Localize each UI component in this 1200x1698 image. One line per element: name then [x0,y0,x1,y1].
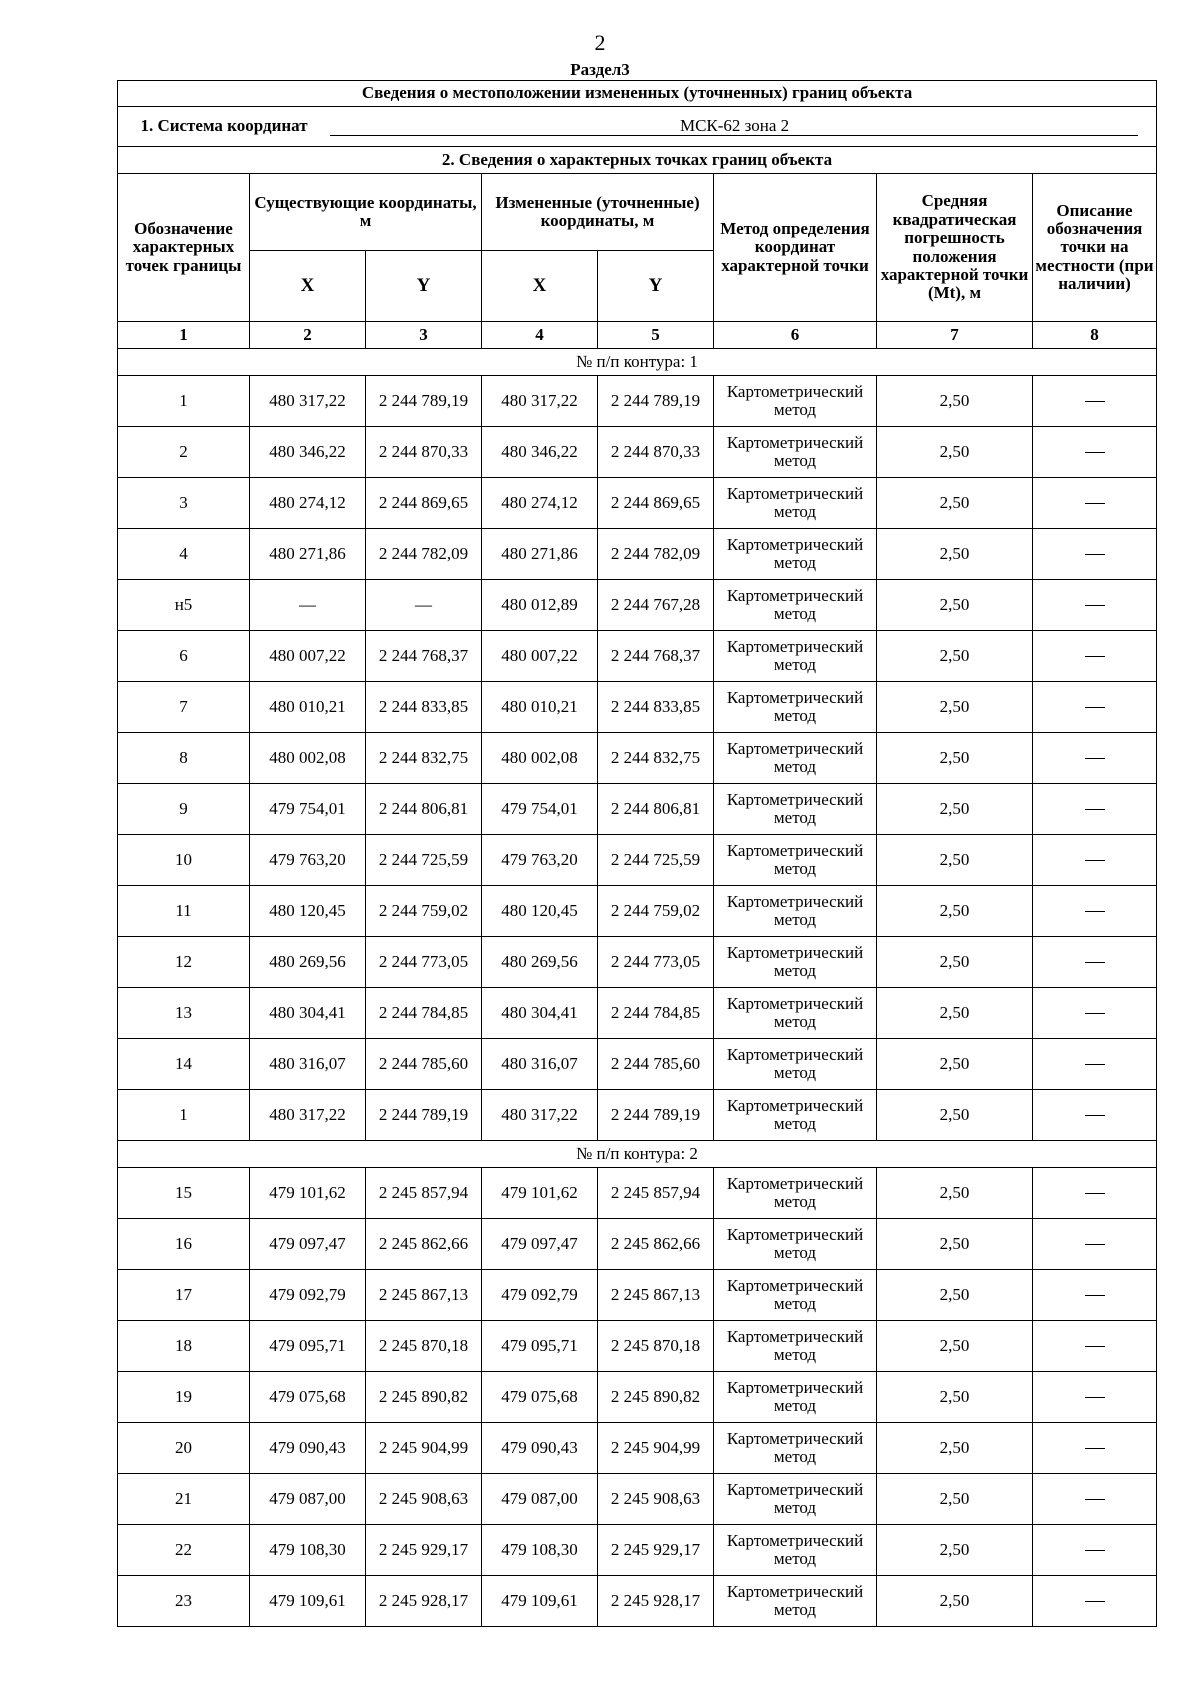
method: Картометрический метод [714,478,877,529]
existing-x: 480 002,08 [250,733,366,784]
existing-x: 479 754,01 [250,784,366,835]
changed-y: 2 245 867,13 [598,1270,714,1321]
changed-y: 2 245 857,94 [598,1168,714,1219]
changed-y: 2 244 773,05 [598,937,714,988]
point-designation: 20 [118,1423,250,1474]
method: Картометрический метод [714,988,877,1039]
column-number: 7 [877,322,1033,349]
method: Картометрический метод [714,1219,877,1270]
column-number-row [118,322,1157,349]
method: Картометрический метод [714,376,877,427]
method: Картометрический метод [714,1576,877,1627]
point-designation: 22 [118,1525,250,1576]
table-row [118,376,1157,427]
point-designation: н5 [118,580,250,631]
method: Картометрический метод [714,733,877,784]
header-existing-y: Y [366,251,482,322]
changed-y: 2 245 904,99 [598,1423,714,1474]
existing-x: 480 269,56 [250,937,366,988]
description [1033,1525,1157,1576]
header-method: Метод определения координат характерной точки [714,174,877,322]
coordinate-system-value: МСК-62 зона 2 [330,117,1138,136]
header-designation: Обозначение характерных точек границы [118,174,250,322]
changed-y: 2 244 725,59 [598,835,714,886]
mean-square-error: 2,50 [877,427,1033,478]
header-changed-x: X [482,251,598,322]
point-designation: 13 [118,988,250,1039]
column-number: 1 [118,322,250,349]
description [1033,682,1157,733]
empty-dash [1085,1244,1105,1245]
table-row [118,1423,1157,1474]
mean-square-error: 2,50 [877,1525,1033,1576]
description [1033,1219,1157,1270]
method: Картометрический метод [714,1090,877,1141]
changed-x: 480 317,22 [482,1090,598,1141]
changed-x: 480 010,21 [482,682,598,733]
description [1033,1372,1157,1423]
mean-square-error: 2,50 [877,1219,1033,1270]
boundary-points-table [117,80,1157,1627]
table-row [118,478,1157,529]
header-description: Описание обозначения точки на местности (при наличии) [1033,174,1157,322]
existing-y: 2 244 725,59 [366,835,482,886]
point-designation: 11 [118,886,250,937]
empty-dash [1085,554,1105,555]
table-row [118,1321,1157,1372]
changed-y: 2 245 928,17 [598,1576,714,1627]
existing-y: 2 244 784,85 [366,988,482,1039]
changed-x: 479 095,71 [482,1321,598,1372]
existing-y: 2 244 789,19 [366,1090,482,1141]
table-title: Сведения о местоположении измененных (уточненных) границ объекта [118,81,1157,107]
existing-x: 480 317,22 [250,376,366,427]
empty-dash [1085,656,1105,657]
point-designation: 14 [118,1039,250,1090]
coordinate-system-label: 1. Система координат [140,115,308,135]
changed-y: 2 244 767,28 [598,580,714,631]
existing-x: 480 346,22 [250,427,366,478]
existing-x: 480 007,22 [250,631,366,682]
point-designation: 1 [118,376,250,427]
mean-square-error: 2,50 [877,784,1033,835]
table-row [118,1039,1157,1090]
changed-y: 2 244 759,02 [598,886,714,937]
point-designation: 23 [118,1576,250,1627]
mean-square-error: 2,50 [877,1168,1033,1219]
column-number: 6 [714,322,877,349]
changed-x: 479 075,68 [482,1372,598,1423]
existing-x: — [250,580,366,631]
mean-square-error: 2,50 [877,1423,1033,1474]
existing-x: 479 108,30 [250,1525,366,1576]
existing-x: 479 101,62 [250,1168,366,1219]
point-designation: 4 [118,529,250,580]
existing-x: 480 010,21 [250,682,366,733]
point-designation: 3 [118,478,250,529]
changed-y: 2 244 789,19 [598,1090,714,1141]
mean-square-error: 2,50 [877,733,1033,784]
mean-square-error: 2,50 [877,1474,1033,1525]
header-existing-x: X [250,251,366,322]
changed-y: 2 244 870,33 [598,427,714,478]
table-row [118,631,1157,682]
changed-x: 480 316,07 [482,1039,598,1090]
point-designation: 10 [118,835,250,886]
changed-x: 480 317,22 [482,376,598,427]
existing-y: 2 244 773,05 [366,937,482,988]
method: Картометрический метод [714,886,877,937]
point-designation: 1 [118,1090,250,1141]
empty-dash [1085,1448,1105,1449]
method: Картометрический метод [714,1270,877,1321]
existing-x: 479 097,47 [250,1219,366,1270]
column-number: 2 [250,322,366,349]
empty-dash [1085,1193,1105,1194]
empty-dash [1085,605,1105,606]
table-row [118,733,1157,784]
description [1033,988,1157,1039]
changed-y: 2 245 908,63 [598,1474,714,1525]
description [1033,1423,1157,1474]
changed-x: 480 002,08 [482,733,598,784]
mean-square-error: 2,50 [877,886,1033,937]
page-number: 2 [594,30,606,55]
changed-y: 2 244 833,85 [598,682,714,733]
table-row [118,1090,1157,1141]
description [1033,1321,1157,1372]
method: Картометрический метод [714,835,877,886]
mean-square-error: 2,50 [877,478,1033,529]
method: Картометрический метод [714,1423,877,1474]
changed-x: 479 087,00 [482,1474,598,1525]
empty-dash [1085,1601,1105,1602]
existing-x: 480 271,86 [250,529,366,580]
existing-y: 2 244 785,60 [366,1039,482,1090]
table-row [118,886,1157,937]
description [1033,1474,1157,1525]
table-row [118,1372,1157,1423]
mean-square-error: 2,50 [877,835,1033,886]
mean-square-error: 2,50 [877,682,1033,733]
method: Картометрический метод [714,1474,877,1525]
table-row [118,1168,1157,1219]
description [1033,886,1157,937]
point-designation: 7 [118,682,250,733]
table-row [118,1576,1157,1627]
point-designation: 8 [118,733,250,784]
changed-y: 2 244 768,37 [598,631,714,682]
existing-y: 2 245 908,63 [366,1474,482,1525]
existing-y: 2 245 867,13 [366,1270,482,1321]
changed-x: 479 097,47 [482,1219,598,1270]
point-designation: 18 [118,1321,250,1372]
empty-dash [1085,1550,1105,1551]
mean-square-error: 2,50 [877,631,1033,682]
existing-y: 2 244 782,09 [366,529,482,580]
point-designation: 21 [118,1474,250,1525]
table-row [118,1219,1157,1270]
method: Картометрический метод [714,631,877,682]
mean-square-error: 2,50 [877,1090,1033,1141]
existing-x: 480 316,07 [250,1039,366,1090]
coordinate-system-row [118,107,1157,147]
existing-y: 2 245 857,94 [366,1168,482,1219]
description [1033,1270,1157,1321]
empty-dash [1085,1346,1105,1347]
empty-dash [1085,452,1105,453]
mean-square-error: 2,50 [877,1576,1033,1627]
existing-x: 479 109,61 [250,1576,366,1627]
method: Картометрический метод [714,1321,877,1372]
changed-y: 2 245 929,17 [598,1525,714,1576]
section-title: Раздел3 [570,60,630,79]
mean-square-error: 2,50 [877,376,1033,427]
method: Картометрический метод [714,1168,877,1219]
existing-x: 480 317,22 [250,1090,366,1141]
existing-y: — [366,580,482,631]
point-designation: 6 [118,631,250,682]
changed-x: 480 007,22 [482,631,598,682]
empty-dash [1085,758,1105,759]
existing-x: 479 763,20 [250,835,366,886]
description [1033,1576,1157,1627]
empty-dash [1085,707,1105,708]
method: Картометрический метод [714,529,877,580]
contour-label: № п/п контура: 1 [118,349,1157,376]
changed-x: 480 346,22 [482,427,598,478]
changed-y: 2 244 806,81 [598,784,714,835]
mean-square-error: 2,50 [877,580,1033,631]
mean-square-error: 2,50 [877,937,1033,988]
table-row [118,580,1157,631]
point-designation: 12 [118,937,250,988]
description [1033,1090,1157,1141]
method: Картометрический метод [714,1525,877,1576]
empty-dash [1085,1397,1105,1398]
empty-dash [1085,1013,1105,1014]
description [1033,478,1157,529]
empty-dash [1085,1115,1105,1116]
contour-row [118,1141,1157,1168]
empty-dash [1085,1295,1105,1296]
description [1033,631,1157,682]
empty-dash [1085,1499,1105,1500]
changed-y: 2 244 789,19 [598,376,714,427]
existing-x: 480 120,45 [250,886,366,937]
existing-y: 2 244 768,37 [366,631,482,682]
points-section-title: 2. Сведения о характерных точках границ объекта [118,147,1157,174]
existing-x: 480 304,41 [250,988,366,1039]
table-row [118,1474,1157,1525]
mean-square-error: 2,50 [877,1039,1033,1090]
header-error: Средняя квадратическая погрешность положения характерной точки (Mt), м [877,174,1033,322]
changed-x: 480 304,41 [482,988,598,1039]
table-row [118,529,1157,580]
table-row [118,937,1157,988]
contour-label: № п/п контура: 2 [118,1141,1157,1168]
existing-y: 2 244 869,65 [366,478,482,529]
existing-y: 2 245 928,17 [366,1576,482,1627]
description [1033,937,1157,988]
table-row [118,1525,1157,1576]
method: Картометрический метод [714,427,877,478]
method: Картометрический метод [714,1039,877,1090]
existing-y: 2 245 890,82 [366,1372,482,1423]
existing-y: 2 244 759,02 [366,886,482,937]
mean-square-error: 2,50 [877,529,1033,580]
point-designation: 15 [118,1168,250,1219]
changed-x: 479 109,61 [482,1576,598,1627]
changed-y: 2 245 870,18 [598,1321,714,1372]
changed-x: 479 108,30 [482,1525,598,1576]
header-changed-y: Y [598,251,714,322]
changed-x: 479 101,62 [482,1168,598,1219]
description [1033,1168,1157,1219]
table-row [118,427,1157,478]
description [1033,733,1157,784]
column-number: 4 [482,322,598,349]
method: Картометрический метод [714,784,877,835]
changed-y: 2 244 782,09 [598,529,714,580]
existing-x: 480 274,12 [250,478,366,529]
description [1033,427,1157,478]
header-existing-coordinates: Существующие координаты, м [250,174,482,251]
column-number: 8 [1033,322,1157,349]
description [1033,580,1157,631]
mean-square-error: 2,50 [877,1270,1033,1321]
existing-x: 479 092,79 [250,1270,366,1321]
changed-y: 2 245 862,66 [598,1219,714,1270]
existing-y: 2 244 833,85 [366,682,482,733]
point-designation: 17 [118,1270,250,1321]
description [1033,376,1157,427]
description [1033,784,1157,835]
existing-y: 2 244 806,81 [366,784,482,835]
contour-row [118,349,1157,376]
empty-dash [1085,809,1105,810]
column-number: 5 [598,322,714,349]
existing-y: 2 244 870,33 [366,427,482,478]
existing-y: 2 244 832,75 [366,733,482,784]
table-row [118,988,1157,1039]
existing-x: 479 095,71 [250,1321,366,1372]
method: Картометрический метод [714,580,877,631]
method: Картометрический метод [714,682,877,733]
changed-x: 479 092,79 [482,1270,598,1321]
mean-square-error: 2,50 [877,988,1033,1039]
empty-dash [1085,401,1105,402]
point-designation: 16 [118,1219,250,1270]
changed-y: 2 244 784,85 [598,988,714,1039]
description [1033,529,1157,580]
existing-x: 479 075,68 [250,1372,366,1423]
mean-square-error: 2,50 [877,1321,1033,1372]
description [1033,835,1157,886]
table-row [118,835,1157,886]
existing-x: 479 087,00 [250,1474,366,1525]
changed-x: 480 269,56 [482,937,598,988]
existing-y: 2 245 929,17 [366,1525,482,1576]
mean-square-error: 2,50 [877,1372,1033,1423]
method: Картометрический метод [714,937,877,988]
description [1033,1039,1157,1090]
method: Картометрический метод [714,1372,877,1423]
empty-dash [1085,860,1105,861]
changed-x: 479 754,01 [482,784,598,835]
table-row [118,682,1157,733]
changed-y: 2 244 785,60 [598,1039,714,1090]
table-row [118,1270,1157,1321]
changed-x: 480 274,12 [482,478,598,529]
changed-y: 2 244 869,65 [598,478,714,529]
point-designation: 2 [118,427,250,478]
changed-y: 2 245 890,82 [598,1372,714,1423]
changed-x: 480 120,45 [482,886,598,937]
empty-dash [1085,962,1105,963]
changed-x: 479 090,43 [482,1423,598,1474]
empty-dash [1085,503,1105,504]
empty-dash [1085,911,1105,912]
existing-y: 2 244 789,19 [366,376,482,427]
point-designation: 19 [118,1372,250,1423]
changed-x: 480 012,89 [482,580,598,631]
table-row [118,784,1157,835]
changed-y: 2 244 832,75 [598,733,714,784]
header-changed-coordinates: Измененные (уточненные) координаты, м [482,174,714,251]
existing-y: 2 245 904,99 [366,1423,482,1474]
column-number: 3 [366,322,482,349]
changed-x: 479 763,20 [482,835,598,886]
existing-y: 2 245 870,18 [366,1321,482,1372]
empty-dash [1085,1064,1105,1065]
existing-x: 479 090,43 [250,1423,366,1474]
point-designation: 9 [118,784,250,835]
changed-x: 480 271,86 [482,529,598,580]
existing-y: 2 245 862,66 [366,1219,482,1270]
